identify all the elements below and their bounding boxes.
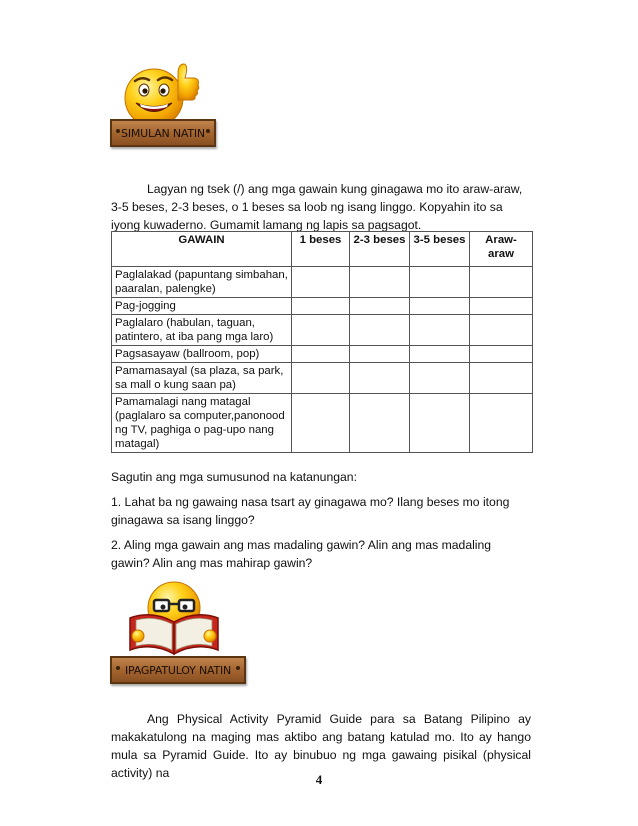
header-1-beses: 1 beses (292, 232, 350, 267)
check-cell[interactable] (470, 363, 533, 394)
closing-paragraph: Ang Physical Activity Pyramid Guide para sa Batang Pilipino ay makakatulong na maging mas aktibo ang batang katulad mo. Ito ay hango mula sa Pyramid Guide. Ito ay binubuo ng mga gawaing pisikal (physical activity) na (111, 712, 531, 780)
activity-name: Paglalakad (papuntang simbahan, paaralan, palengke) (112, 267, 292, 298)
check-cell[interactable] (350, 267, 410, 298)
question-1: 1. Lahat ba ng gawaing nasa tsart ay ginagawa mo? Ilang beses mo itong ginagawa sa isang linggo? (111, 495, 510, 527)
table-row (112, 346, 533, 363)
table-row (112, 363, 533, 394)
check-cell[interactable] (350, 298, 410, 315)
questions-intro: Sagutin ang mga sumusunod na katanungan: (111, 470, 357, 484)
check-cell[interactable] (292, 394, 350, 453)
check-cell[interactable] (292, 315, 350, 346)
check-cell[interactable] (292, 346, 350, 363)
header-3-5-beses: 3-5 beses (410, 232, 470, 267)
table-row (112, 315, 533, 346)
instructions-paragraph: Lagyan ng tsek (/) ang mga gawain kung ginagawa mo ito araw-araw, 3-5 beses, 2-3 beses, o 1 beses sa loob ng isang linggo. Kopyahin ito sa iyong kuwaderno. Gumamit lamang ng lapis sa pagsagot. (111, 182, 523, 232)
header-2-3-beses: 2-3 beses (350, 232, 410, 267)
activity-table (111, 231, 533, 453)
check-cell[interactable] (350, 346, 410, 363)
activity-name: Pamamasayal (sa plaza, sa park, sa mall o kung saan pa) (112, 363, 292, 394)
table-header-row (112, 232, 533, 267)
question-2: 2. Aling mga gawain ang mas madaling gawin? Alin ang mas madaling gawin? Alin ang mas mahirap gawin? (111, 538, 492, 570)
check-cell[interactable] (292, 298, 350, 315)
check-cell[interactable] (410, 394, 470, 453)
check-cell[interactable] (350, 315, 410, 346)
table-row (112, 298, 533, 315)
check-cell[interactable] (410, 267, 470, 298)
header-araw-araw: Araw-araw (470, 232, 533, 267)
check-cell[interactable] (470, 267, 533, 298)
section-label-simulan-natin: SIMULAN NATIN (110, 119, 216, 147)
table-row (112, 394, 533, 453)
check-cell[interactable] (470, 346, 533, 363)
check-cell[interactable] (470, 394, 533, 453)
activity-name: Pag-jogging (112, 298, 292, 315)
check-cell[interactable] (350, 394, 410, 453)
activity-name: Pagsasayaw (ballroom, pop) (112, 346, 292, 363)
table-row (112, 267, 533, 298)
check-cell[interactable] (410, 315, 470, 346)
activity-name: Paglalaro (habulan, taguan, patintero, at iba pang mga laro) (112, 315, 292, 346)
check-cell[interactable] (410, 298, 470, 315)
check-cell[interactable] (350, 363, 410, 394)
check-cell[interactable] (292, 267, 350, 298)
check-cell[interactable] (410, 346, 470, 363)
section-label-ipagpatuloy-natin: IPAGPATULOY NATIN (110, 656, 246, 684)
check-cell[interactable] (470, 298, 533, 315)
check-cell[interactable] (292, 363, 350, 394)
reading-emoji-icon (126, 580, 222, 658)
check-cell[interactable] (470, 315, 533, 346)
page-number: 4 (315, 772, 323, 787)
header-gawain: GAWAIN (112, 232, 292, 267)
activity-name: Pamamalagi nang matagal (paglalaro sa computer,panonood ng TV, paghiga o pag-upo nang matagal) (112, 394, 292, 453)
thumbs-up-emoji-icon (118, 58, 208, 128)
check-cell[interactable] (410, 363, 470, 394)
